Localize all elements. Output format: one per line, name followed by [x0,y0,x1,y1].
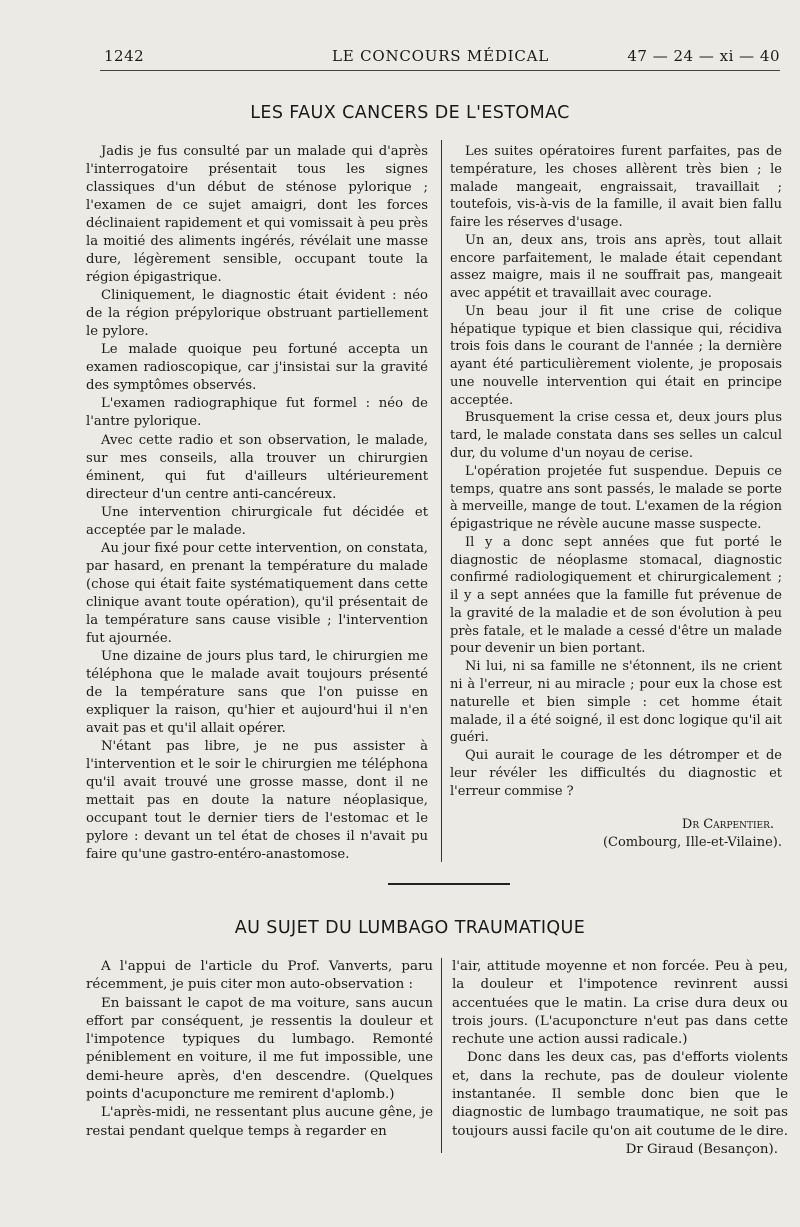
paragraph: L'après-midi, ne ressentant plus aucune gêne, je restai pendant quelque temps à regarder en [86,1105,433,1139]
author-signature: Dr Carpentier. [681,817,774,833]
header-rule [100,70,780,71]
paragraph: Les suites opératoires furent parfaites, pas de température, les choses allèrent très bien ; le malade mangeait, engraissait, travaillait ; toutefois, vis-à-vis de la famille, il avait bien fallu faire les réserves d'usage. [450,144,782,231]
column-divider [441,140,442,862]
paragraph: Une intervention chirurgicale fut décidée et acceptée par le malade. [86,504,428,538]
article2-title: AU SUJET DU LUMBAGO TRAUMATIQUE [234,918,586,938]
article1-title: LES FAUX CANCERS DE L'ESTOMAC [250,103,570,123]
paragraph: Jadis je fus consulté par un malade qui d'après l'interrogatoire présentait tous les signes classiques d'un début de sténose pylorique ; l'examen de ce sujet amaigri, dont les forces déclinaient rapidement et qui vomissait à peu près la moitié des aliments ingérés, révélait une masse dure, légèrement sensible, occupant toute la région épigastrique. [86,144,428,286]
issue-info: 47 — 24 — xi — 40 [627,47,780,65]
author-location: (Combourg, Ille-et-Vilaine). [602,835,782,851]
paragraph: L'opération projetée fut suspendue. Depuis ce temps, quatre ans sont passés, le malade se porte à merveille, mange de tout. L'examen de la région épigastrique ne révèle aucune masse suspecte. [450,463,782,533]
paragraph: Brusquement la crise cessa et, deux jours plus tard, le malade constata dans ses selles un calcul dur, du volume d'un noyau de cerise. [450,410,782,462]
paragraph: l'air, attitude moyenne et non forcée. Peu à peu, la douleur et l'impotence revinrent aussi accentuées que le matin. La crise dura deux ou trois jours. (L'acuponcture n'eut pas dans cette rechute une action aussi radicale.) [452,959,788,1048]
paragraph: Le malade quoique peu fortuné accepta un examen radioscopique, car j'insistai sur la gravité des symptômes observés. [86,342,428,394]
article2-right-column [452,958,788,1159]
paragraph: Ni lui, ni sa famille ne s'étonnent, ils ne crient ni à l'erreur, ni au miracle ; pour eux la chose est naturelle et bien simple : cet homme était malade, il a été soigné, il est donc logique qu'il ait guéri. [450,659,782,746]
article2-left-column [86,958,433,1141]
paragraph: Un beau jour il fit une crise de colique hépatique typique et bien classique qui, récidiva trois fois dans le courant de l'année ; la dernière ayant été particulièrement violente, je proposais une nouvelle intervention qui était en principe acceptée. [450,303,782,408]
paragraph: Il y a donc sept années que fut porté le diagnostic de néoplasme stomacal, diagnostic confirmé radiologiquement et chirurgicalement ; il y a sept années que la famille fut prévenue de la gravité de la maladie et de son évolution à peu près fatale, et le malade a cessé d'être un malade pour devenir un bien portant. [450,534,782,657]
paragraph: Une dizaine de jours plus tard, le chirurgien me téléphona que le malade avait toujours présenté de la température sans que l'on puisse en expliquer la raison, qu'hier et aujourd'hui il n'en avait pas et qu'il allait opérer. [86,648,428,736]
paragraph: L'examen radiographique fut formel : néo de l'antre pylorique. [86,396,428,430]
paragraph: Avec cette radio et son observation, le malade, sur mes conseils, alla trouver un chirurgien éminent, qui fut d'ailleurs ultérieurement directeur d'un centre anti-cancéreux. [86,432,428,502]
paragraph: A l'appui de l'article du Prof. Vanverts, paru récemment, je puis citer mon auto-observation : [86,959,433,993]
page-number: 1242 [104,47,145,65]
paragraph: Donc dans les deux cas, pas d'efforts violents et, dans la rechute, pas de douleur violente instantanée. Il semble donc bien que le diagnostic de lumbago traumatique, ne soit pas toujours aussi facile qu'on ait coutume de le dire. [452,1050,788,1139]
column-divider [441,958,442,1153]
running-header [100,47,780,71]
section-separator [388,883,510,885]
journal-title: LE CONCOURS MÉDICAL [332,47,550,65]
paragraph: Au jour fixé pour cette intervention, on constata, par hasard, en prenant la température du malade (chose qui était faite systématiquement dans cette clinique avant toute opération), qu'il présentait de la température sans cause visible ; l'intervention fut ajournée. [86,540,428,646]
author-signature: Dr Giraud (Besançon). [625,1141,778,1157]
paragraph: En baissant le capot de ma voiture, sans aucun effort par conséquent, je ressentis la douleur et l'impotence typiques du lumbago. Remonté péniblement en voiture, il me fut impossible, une demi-heure après, d'en descendre. (Quelques points d'acuponcture me remirent d'aplomb.) [86,995,433,1103]
paragraph: N'étant pas libre, je ne pus assister à l'intervention et le soir le chirurgien me téléphona qu'il avait trouvé une grosse masse, dont il ne mettait pas en doute la nature néoplasique, occupant tout le dernier tiers de l'estomac et le pylore : devant un tel état de choses il n'avait pu faire qu'une gastro-entéro-anastomose. [86,739,428,863]
article1-left-column [86,143,428,864]
paragraph: Qui aurait le courage de les détromper et de leur révéler les difficultés du diagnostic et l'erreur commise ? [450,748,782,799]
article1-right-column [450,143,782,852]
paragraph: Cliniquement, le diagnostic était évident : néo de la région prépylorique obstruant partiellement le pylore. [86,288,428,340]
paragraph: Un an, deux ans, trois ans après, tout allait encore parfaitement, le malade était cependant assez maigre, mais il ne souffrait pas, mangeait avec appétit et travaillait avec courage. [450,232,782,302]
